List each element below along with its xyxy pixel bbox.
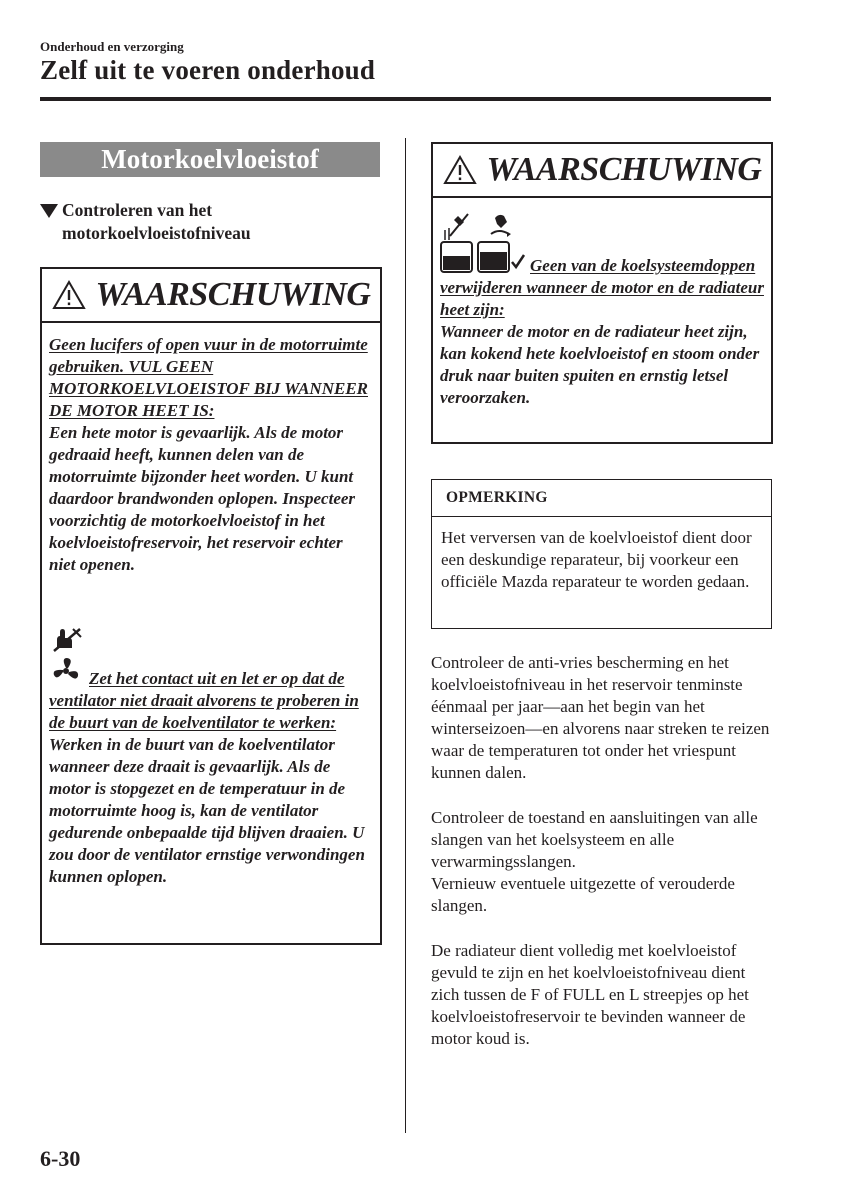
warning-triangle-icon — [443, 155, 477, 185]
warning-text-1 — [49, 334, 371, 576]
section-heading: Motorkoelvloeistof — [40, 142, 380, 177]
triangle-bullet-icon — [40, 204, 58, 218]
paragraph-3: Vernieuw eventuele uitgezette of verouderde slangen. — [431, 874, 735, 915]
page-number: 6-30 — [40, 1146, 81, 1171]
paragraph-1: Controleer de anti-vries bescherming en het koelvloeistofniveau in het reservoir tenminste éénmaal per jaar—aan het begin van het winterseizoen—en alvorens naar streken te reizen waar de temperaturen tot onder het vriespunt kunnen dalen. — [431, 653, 770, 782]
note-title: OPMERKING — [432, 480, 771, 517]
title-rule — [40, 97, 771, 101]
warning-caution: Geen lucifers of open vuur in de motorruimte gebruiken. VUL GEEN MOTORKOELVLOEISTOF BIJ WANNEER DE MOTOR HEET IS: — [49, 335, 368, 420]
warning-text-2 — [49, 668, 374, 888]
paragraph-4: De radiateur dient volledig met koelvloeistof gevuld te zijn en het koelvloeistofniveau dient zich tussen de F of FULL en L streepjes op het koelvloeistofreservoir te bevinden wanneer de motor koud is. — [431, 941, 749, 1048]
note-box — [431, 479, 772, 629]
subheading — [40, 199, 380, 245]
warning-title: WAARSCHUWING — [95, 276, 371, 313]
note-body: Het verversen van de koelvloeistof dient door een deskundige reparateur, bij voorkeur een officiële Mazda reparateur te worden gedaan. — [441, 528, 752, 591]
warning-triangle-icon — [52, 280, 86, 310]
subheading-text: Controleren van het motorkoelvloeistofniveau — [62, 200, 251, 243]
warning-caution: Geen van de koelsysteemdoppen verwijderen wanneer de motor en de radiateur heet zijn: — [440, 256, 764, 319]
warning-header — [433, 144, 771, 198]
page-title: Zelf uit te voeren onderhoud — [40, 55, 376, 85]
warning-title: WAARSCHUWING — [486, 151, 762, 188]
no-hands-icon — [51, 626, 83, 654]
warning-text-3 — [440, 255, 765, 409]
warning-header — [42, 269, 380, 323]
column-divider — [405, 138, 406, 1133]
section-label: Onderhoud en verzorging — [40, 39, 184, 54]
paragraph-2: Controleer de toestand en aansluitingen van alle slangen van het koelsysteem en alle verwarmingsslangen. — [431, 808, 758, 871]
warning-icon-body: Werken in de buurt van de koelventilator wanneer deze draait is gevaarlijk. Als de motor is stopgezet en de temperatuur in de motorruimte hoog is, kan de ventilator gedurende onbepaalde tijd blijven draaien. U zou door de ventilator ernstige verwondingen kunnen oplopen. — [49, 735, 365, 886]
warning-body: Wanneer de motor en de radiateur heet zijn, kan kokend hete koelvloeistof en stoom onder druk naar buiten spuiten en ernstig letsel veroorzaken. — [440, 322, 760, 407]
warning-icon-caution: Zet het contact uit en let er op dat de ventilator niet draait alvorens te proberen in de buurt van de koelventilator te werken: — [49, 669, 359, 732]
warning-body: Een hete motor is gevaarlijk. Als de motor gedraaid heeft, kunnen delen van de motorruimte bijzonder heet worden. U kunt daardoor brandwonden oplopen. Inspecteer voorzichtig de motorkoelvloeistof in het koelvloeistofreservoir, het reservoir echter niet openen. — [49, 423, 356, 574]
